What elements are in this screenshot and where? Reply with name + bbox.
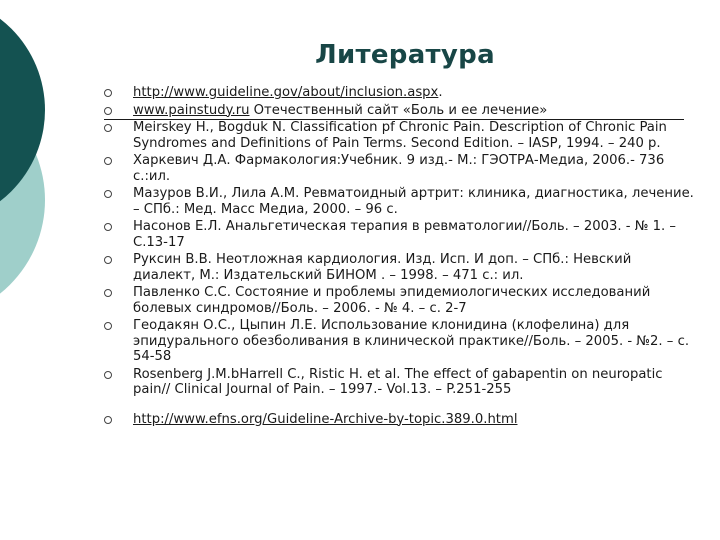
reference-text: Meirskey H., Bogduk N. Classification pf Chronic Pain. Description of Chronic Pain Syndromes and Definitions of Pain Terms. Second Edition. – IASP, 1994. – 240 р.: [133, 120, 667, 151]
bullet-icon: [104, 190, 112, 198]
bullet-icon: [104, 107, 112, 115]
decorative-teal-circles: [0, 0, 70, 320]
bullet-icon: [104, 89, 112, 97]
reference-text: Мазуров В.И., Лила А.М. Ревматоидный артрит: клиника, диагностика, лечение. – СПб.: Мед. Масс Медиа, 2000. – 96 с.: [133, 186, 694, 217]
reference-link-efns[interactable]: http://www.efns.org/Guideline-Archive-by-topic.389.0.html: [133, 411, 518, 427]
reference-text: Отечественный сайт «Боль и ее лечение»: [249, 102, 548, 118]
bullet-icon: [104, 416, 112, 424]
reference-link-painstudy[interactable]: www.painstudy.ru: [133, 102, 250, 118]
reference-text: Геодакян О.С., Цыпин Л.Е. Использование клонидина (клофелина) для эпидурального обезболивания в клинической практике//Боль. – 2005. - №2. – с. 54-58: [133, 318, 690, 364]
reference-item-4: [104, 153, 694, 184]
reference-text: Rosenberg J.M.bHarrell C., Ristic H. et al. The effect of gabapentin on neuropatic pain// Clinical Journal of Pain. – 1997.- Vol.13. – P.251-255: [133, 366, 663, 397]
reference-item-1: [104, 85, 694, 101]
reference-text: Насонов Е.Л. Анальгетическая терапия в ревматологии//Боль. – 2003. - № 1. – С.13-17: [133, 219, 677, 250]
reference-item-9: [104, 318, 694, 365]
reference-item-10: [104, 367, 694, 398]
bullet-icon: [104, 371, 112, 379]
bullet-icon: [104, 157, 112, 165]
bullet-icon: [104, 223, 112, 231]
bullet-icon: [104, 289, 112, 297]
reference-list: [104, 85, 694, 427]
reference-text: .: [438, 85, 443, 100]
reference-link-guideline[interactable]: http://www.guideline.gov/about/inclusion.aspx: [133, 85, 439, 100]
bullet-icon: [104, 256, 112, 264]
reference-item-7: [104, 252, 694, 283]
reference-text: Руксин В.В. Неотложная кардиология. Изд. Исп. И доп. – СПб.: Невский диалект, М.: Издательский БИНОМ . – 1998. – 471 с.: ил.: [133, 252, 632, 283]
reference-item-8: [104, 285, 694, 316]
slide-title: Литература: [315, 40, 495, 70]
bullet-icon: [104, 124, 112, 132]
reference-item-6: [104, 219, 694, 250]
reference-text: Харкевич Д.А. Фармакология:Учебник. 9 изд.- М.: ГЭОТРА-Медиа, 2006.- 736 с.:ил.: [133, 153, 665, 184]
reference-text: Павленко С.С. Состояние и проблемы эпидемиологических исследований болевых синдромов//Боль. – 2006. - № 4. – с. 2-7: [133, 285, 651, 316]
reference-item-3: [104, 120, 694, 151]
reference-item-11: [104, 412, 694, 428]
bullet-icon: [104, 322, 112, 330]
reference-item-5: [104, 186, 694, 217]
reference-item-2: [104, 103, 694, 119]
